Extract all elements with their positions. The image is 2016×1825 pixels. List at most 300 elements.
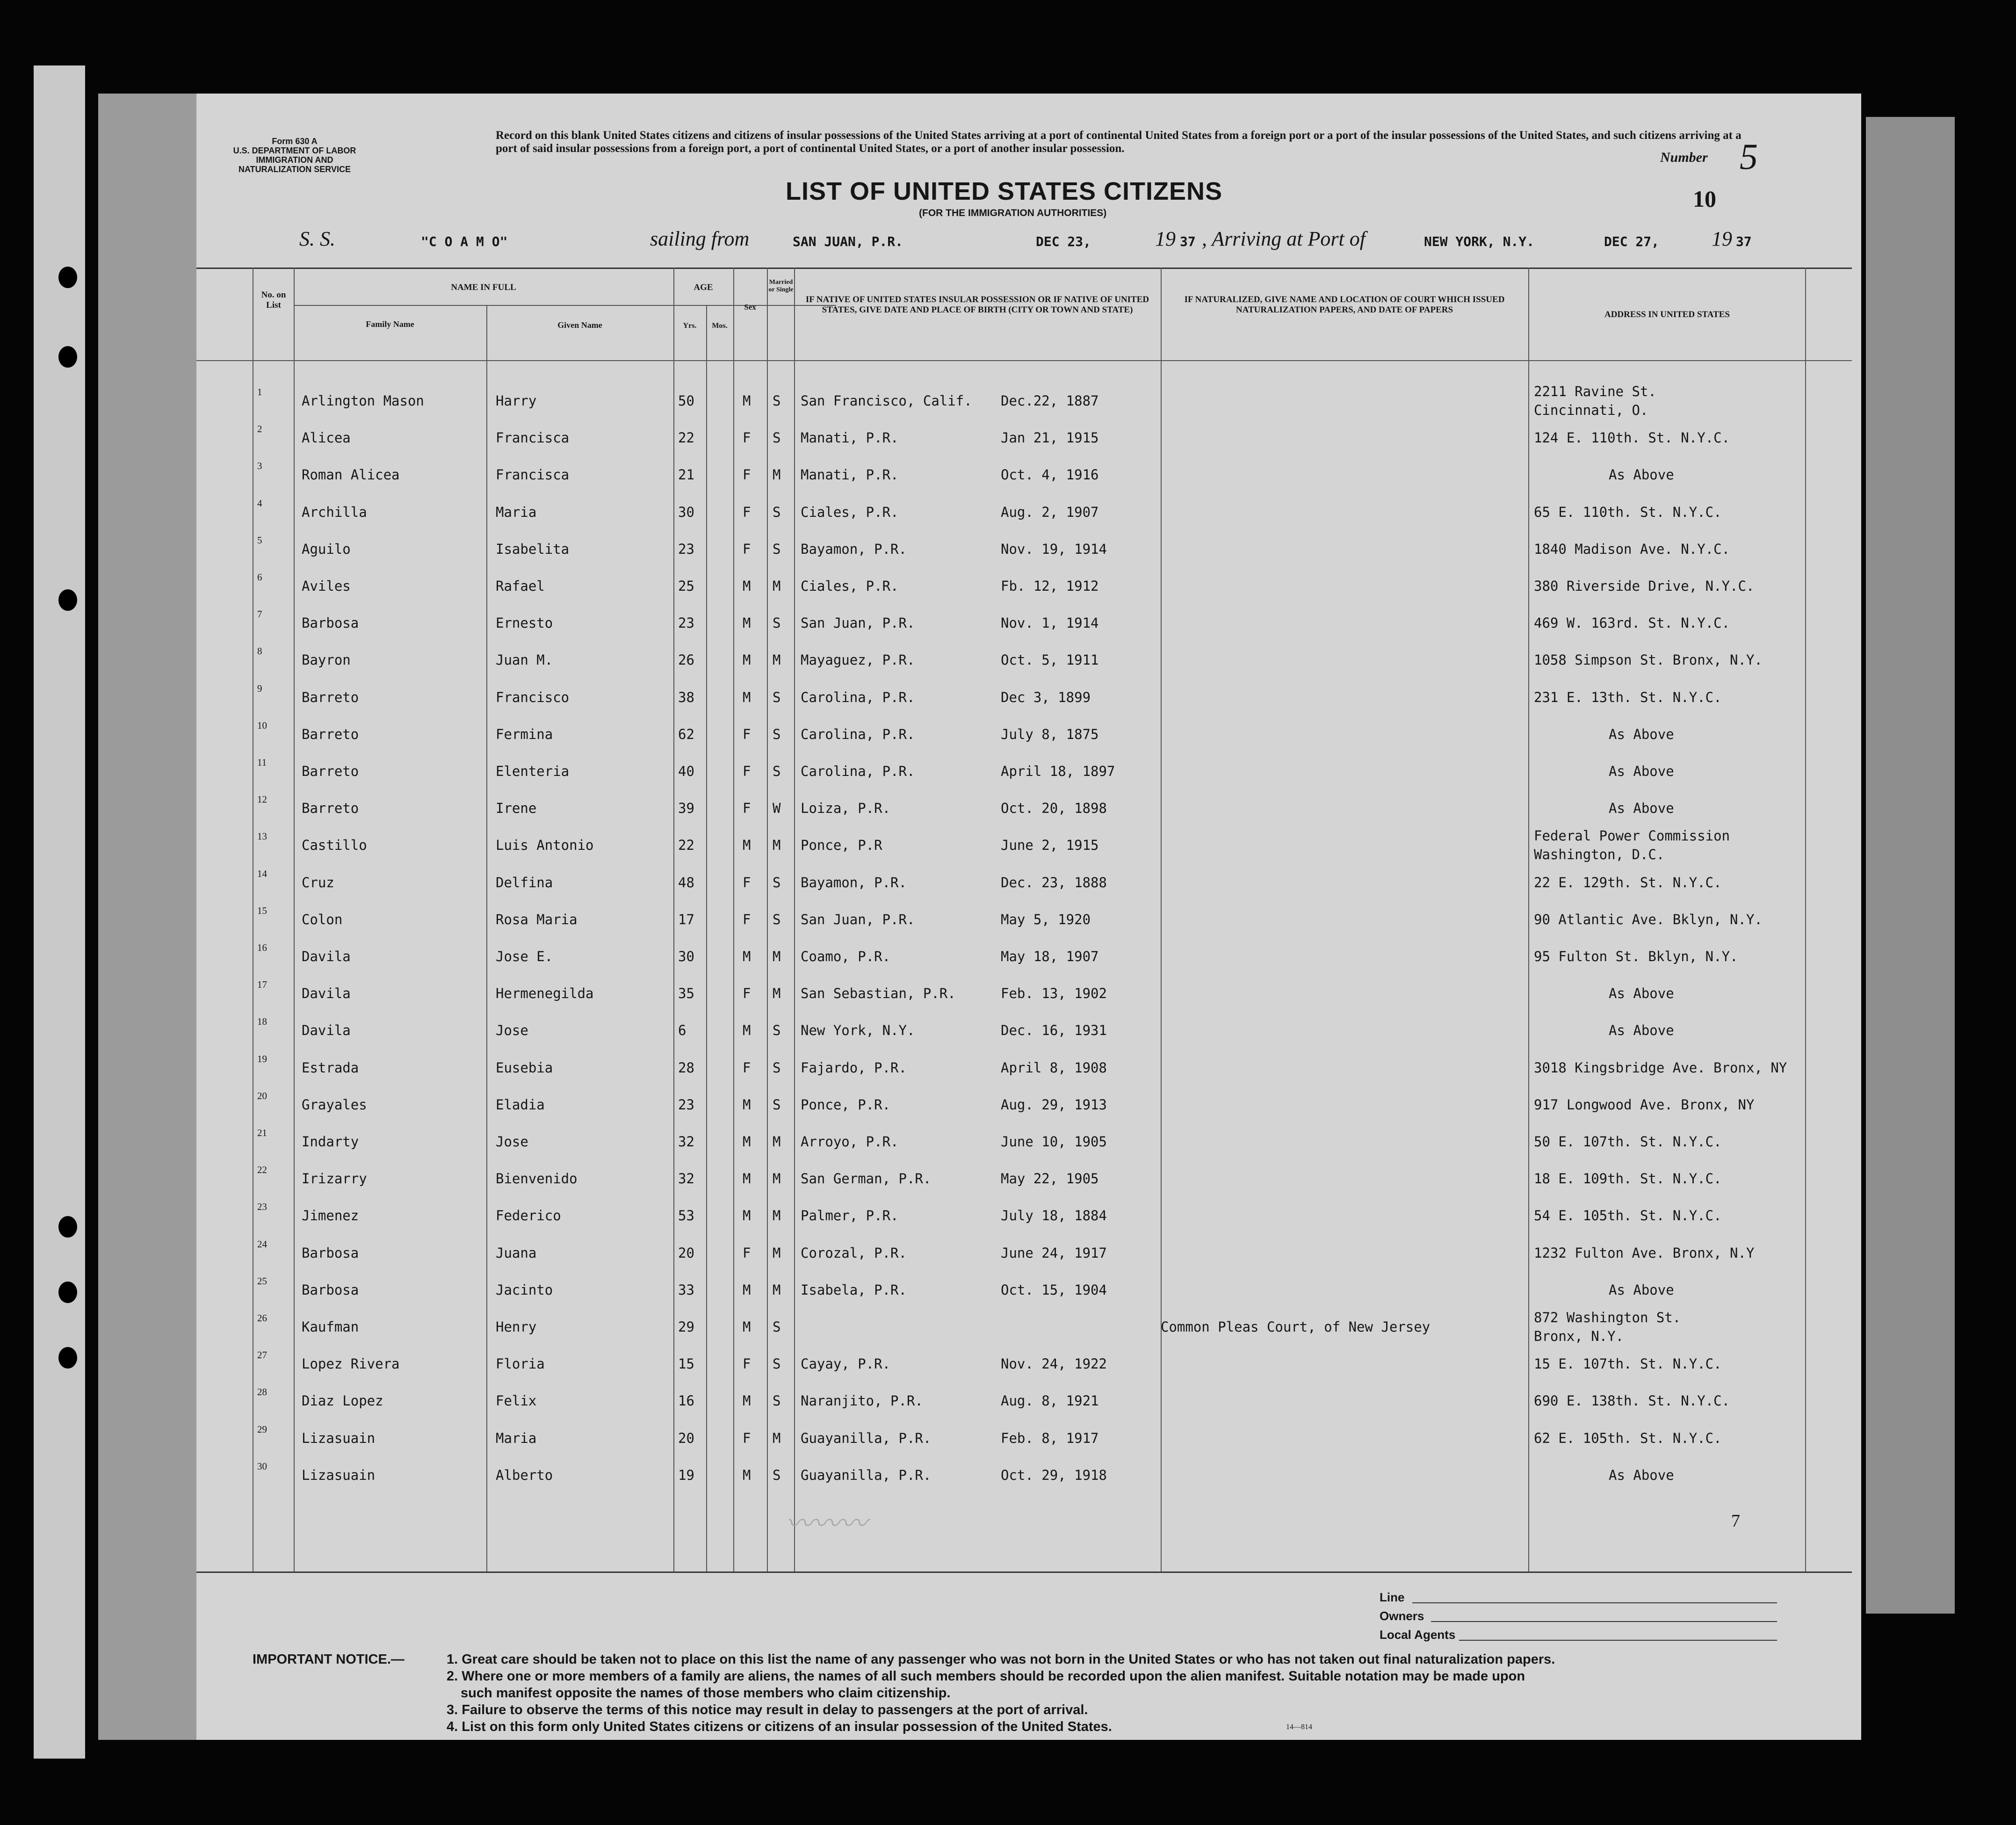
age-years: 30	[678, 504, 694, 520]
notice-item-4: 4. List on this form only United States citizens or citizens of an insular possession of the United States.	[447, 1719, 1112, 1734]
row-number: 28	[257, 1386, 267, 1398]
birth-place: Palmer, P.R.	[801, 1208, 899, 1224]
age-years: 32	[678, 1134, 694, 1150]
birth-date: April 8, 1908	[1001, 1059, 1107, 1076]
address-line-1: Federal Power Commission	[1534, 828, 1730, 844]
marital-status: S	[773, 726, 781, 742]
age-years: 33	[678, 1282, 694, 1298]
row-number: 25	[257, 1275, 267, 1287]
col-header-no: No. on List	[261, 290, 286, 310]
family-name: Diaz Lopez	[302, 1393, 383, 1409]
birth-date: May 5, 1920	[1001, 911, 1091, 927]
punch-hole	[58, 1347, 77, 1369]
address-line-1: 15 E. 107th. St. N.Y.C.	[1534, 1356, 1722, 1372]
age-years: 50	[678, 393, 694, 409]
header-bottom-border	[196, 360, 1852, 361]
birth-date: Oct. 29, 1918	[1001, 1467, 1107, 1483]
birth-date: Oct. 5, 1911	[1001, 652, 1099, 668]
col-divider	[294, 268, 295, 1572]
birth-place: Carolina, P.R.	[801, 726, 915, 742]
family-name: Irizarry	[302, 1171, 367, 1187]
notice-item-2: 2. Where one or more members of a family are aliens, the names of all such members should be recorded upon the alien manifest. Suitable notation may be made upon	[447, 1669, 1525, 1684]
family-name: Indarty	[302, 1134, 359, 1150]
birth-date: Dec. 23, 1888	[1001, 874, 1107, 891]
sex: M	[743, 393, 751, 409]
punch-hole	[58, 267, 77, 288]
address-line-1: 95 Fulton St. Bklyn, N.Y.	[1534, 949, 1738, 964]
sex: M	[743, 578, 751, 594]
sex: M	[743, 1282, 751, 1298]
birth-date: July 18, 1884	[1001, 1208, 1107, 1224]
address-line-1: 62 E. 105th. St. N.Y.C.	[1534, 1430, 1722, 1446]
address-line-1: As Above	[1609, 1282, 1674, 1298]
address-line-1: 54 E. 105th. St. N.Y.C.	[1534, 1208, 1722, 1224]
row-number: 5	[257, 534, 262, 546]
given-name: Elenteria	[496, 763, 570, 779]
birth-place: Guayanilla, P.R.	[801, 1467, 932, 1483]
marital-status: M	[773, 1208, 781, 1224]
birth-place: Naranjito, P.R.	[801, 1393, 923, 1409]
birth-date: Aug. 8, 1921	[1001, 1393, 1099, 1409]
given-name: Alberto	[496, 1467, 553, 1483]
row-number: 12	[257, 794, 267, 805]
marital-status: S	[773, 1356, 781, 1372]
notice-item-3: 3. Failure to observe the terms of this notice may result in delay to passengers at the port of arrival.	[447, 1702, 1088, 1717]
age-years: 32	[678, 1171, 694, 1187]
address-line-1: 872 Washington St.	[1534, 1310, 1681, 1325]
birth-place: New York, N.Y.	[801, 1022, 915, 1039]
birth-date: Nov. 1, 1914	[1001, 615, 1099, 631]
given-name: Francisco	[496, 689, 570, 705]
address-line-1: 90 Atlantic Ave. Bklyn, N.Y.	[1534, 911, 1763, 927]
age-years: 26	[678, 652, 694, 668]
binder-margin	[98, 94, 196, 1740]
page-subtitle: (FOR THE IMMIGRATION AUTHORITIES)	[919, 208, 1107, 218]
notice-item-1: 1. Great care should be taken not to place on this list the name of any passenger who was not born in the United States or who has not taken out final naturalization papers.	[447, 1652, 1555, 1667]
line-label: Line	[1380, 1590, 1405, 1604]
birth-date: Aug. 2, 1907	[1001, 504, 1099, 520]
marital-status: M	[773, 1171, 781, 1187]
family-name: Davila	[302, 949, 351, 964]
birth-place: Manati, P.R.	[801, 430, 899, 446]
given-name: Eladia	[496, 1096, 545, 1113]
number-value: 5	[1740, 136, 1758, 177]
family-name: Bayron	[302, 652, 351, 668]
birth-place: Carolina, P.R.	[801, 763, 915, 779]
family-name: Barbosa	[302, 1245, 359, 1261]
family-name: Aguilo	[302, 541, 351, 557]
family-name: Arlington Mason	[302, 393, 424, 409]
address-line-1: 18 E. 109th. St. N.Y.C.	[1534, 1171, 1722, 1187]
age-years: 22	[678, 430, 694, 446]
birth-date: Fb. 12, 1912	[1001, 578, 1099, 594]
birth-date: Oct. 4, 1916	[1001, 467, 1099, 483]
family-name: Barreto	[302, 800, 359, 817]
arrival-year: 37	[1736, 234, 1752, 249]
col-header-sex: Sex	[744, 303, 756, 311]
given-name: Francisca	[496, 467, 570, 483]
row-number: 13	[257, 831, 267, 842]
notice-title: IMPORTANT NOTICE.—	[253, 1652, 405, 1667]
marital-status: S	[773, 763, 781, 779]
age-years: 23	[678, 615, 694, 631]
marital-status: M	[773, 652, 781, 668]
birth-place: San Sebastian, P.R.	[801, 985, 956, 1002]
family-name: Lopez Rivera	[302, 1356, 400, 1372]
row-number: 23	[257, 1201, 267, 1213]
right-scan-strip	[1866, 117, 1955, 1614]
address-line-1: As Above	[1609, 800, 1674, 817]
address-line-1: As Above	[1609, 1022, 1674, 1039]
birth-date: Feb. 13, 1902	[1001, 985, 1107, 1002]
sex: M	[743, 615, 751, 631]
marital-status: S	[773, 615, 781, 631]
family-name: Kaufman	[302, 1319, 359, 1335]
given-name: Francisca	[496, 430, 570, 446]
row-number: 19	[257, 1053, 267, 1065]
given-name: Juan M.	[496, 652, 553, 668]
row-number: 9	[257, 682, 262, 694]
given-name: Jose E.	[496, 949, 553, 964]
marital-status: S	[773, 393, 781, 409]
address-line-2: Washington, D.C.	[1534, 847, 1665, 863]
form-code: 14—814	[1286, 1723, 1312, 1731]
col-divider	[486, 305, 487, 1572]
col-divider	[794, 268, 795, 1572]
family-name: Davila	[302, 1022, 351, 1039]
family-name: Aviles	[302, 578, 351, 594]
punch-hole	[58, 1282, 77, 1303]
age-years: 21	[678, 467, 694, 483]
address-line-2: Cincinnati, O.	[1534, 402, 1648, 418]
row-number: 2	[257, 423, 262, 435]
family-name: Alicea	[302, 430, 351, 446]
arriving-label: , Arriving at Port of	[1202, 227, 1366, 250]
row-number: 16	[257, 942, 267, 953]
family-name: Davila	[302, 985, 351, 1002]
age-years: 19	[678, 1467, 694, 1483]
age-years: 20	[678, 1430, 694, 1446]
row-number: 6	[257, 572, 262, 583]
birth-place: Arroyo, P.R.	[801, 1134, 899, 1150]
col-header-address: ADDRESS IN UNITED STATES	[1604, 310, 1730, 319]
birth-date: Nov. 24, 1922	[1001, 1356, 1107, 1372]
given-name: Rosa Maria	[496, 911, 578, 927]
col-divider	[1528, 268, 1529, 1572]
address-line-1: 50 E. 107th. St. N.Y.C.	[1534, 1134, 1722, 1150]
form-header-block	[229, 137, 360, 174]
col-header-mos: Mos.	[712, 322, 728, 330]
birth-date: Dec 3, 1899	[1001, 689, 1091, 705]
record-note: Record on this blank United States citizens and citizens of insular possessions of the United States arriving at a port of continental United States from a foreign port or a port of the insular possessions of the United States, and such citizens arriving at a port of said insular possessions from a foreign port, a port of continental United States, or a port of another insular possession.	[496, 129, 1741, 155]
marital-status: M	[773, 985, 781, 1002]
family-name: Barbosa	[302, 615, 359, 631]
page-mark: 10	[1693, 186, 1716, 212]
age-years: 22	[678, 837, 694, 854]
owners-rule	[1431, 1621, 1777, 1622]
family-name: Jimenez	[302, 1208, 359, 1224]
row-number: 11	[257, 757, 267, 768]
sex: F	[743, 911, 751, 927]
owners-label: Owners	[1380, 1609, 1424, 1623]
row-number: 14	[257, 868, 267, 879]
ss-label: S. S.	[299, 227, 335, 250]
row-number: 20	[257, 1090, 267, 1101]
given-name: Federico	[496, 1208, 561, 1224]
age-years: 48	[678, 874, 694, 891]
birth-place: Corozal, P.R.	[801, 1245, 907, 1261]
birth-place: San Juan, P.R.	[801, 615, 915, 631]
family-name: Archilla	[302, 504, 367, 520]
birth-place: Loiza, P.R.	[801, 800, 891, 817]
given-name: Floria	[496, 1356, 545, 1372]
age-years: 16	[678, 1393, 694, 1409]
marital-status: M	[773, 1282, 781, 1298]
sex: M	[743, 1171, 751, 1187]
given-name: Bienvenido	[496, 1171, 578, 1187]
birth-date: Aug. 29, 1913	[1001, 1096, 1107, 1113]
given-name: Jose	[496, 1022, 528, 1039]
left-scan-strip	[34, 65, 85, 1759]
col-header-naturalized: IF NATURALIZED, GIVE NAME AND LOCATION OF COURT WHICH ISSUED NATURALIZATION PAPERS, AND DATE OF PAPERS	[1184, 295, 1505, 315]
notice-item-2-cont: such manifest opposite the names of those members who claim citizenship.	[461, 1686, 951, 1701]
address-line-1: As Above	[1609, 763, 1674, 779]
given-name: Maria	[496, 504, 537, 520]
row-number: 1	[257, 386, 262, 398]
marital-status: S	[773, 504, 781, 520]
col-header-name-in-full: NAME IN FULL	[451, 282, 516, 292]
address-line-1: 690 E. 138th. St. N.Y.C.	[1534, 1393, 1730, 1409]
age-years: 15	[678, 1356, 694, 1372]
birth-date: June 10, 1905	[1001, 1134, 1107, 1150]
col-header-yrs: Yrs.	[683, 322, 697, 330]
marital-status: S	[773, 1096, 781, 1113]
marital-status: S	[773, 689, 781, 705]
marital-status: S	[773, 1022, 781, 1039]
sex: F	[743, 430, 751, 446]
marital-status: M	[773, 578, 781, 594]
sex: F	[743, 800, 751, 817]
marital-status: S	[773, 541, 781, 557]
address-line-1: As Above	[1609, 1467, 1674, 1483]
agents-label: Local Agents	[1380, 1628, 1456, 1642]
marital-status: S	[773, 1059, 781, 1076]
sex: F	[743, 1356, 751, 1372]
sex: M	[743, 1467, 751, 1483]
col-header-married: Married or Single	[768, 279, 794, 293]
birth-place: Ponce, P.R	[801, 837, 882, 854]
birth-date: Oct. 20, 1898	[1001, 800, 1107, 817]
sex: F	[743, 874, 751, 891]
given-name: Fermina	[496, 726, 553, 742]
sex: F	[743, 985, 751, 1002]
naturalization-court: Common Pleas Court, of New Jersey	[1161, 1319, 1431, 1335]
page-title: LIST OF UNITED STATES CITIZENS	[786, 177, 1222, 205]
row-number: 26	[257, 1312, 267, 1324]
sex: M	[743, 837, 751, 854]
address-line-1: 22 E. 129th. St. N.Y.C.	[1534, 874, 1722, 891]
birth-date: Nov. 19, 1914	[1001, 541, 1107, 557]
birth-place: Guayanilla, P.R.	[801, 1430, 932, 1446]
sex: M	[743, 1022, 751, 1039]
marital-status: S	[773, 430, 781, 446]
age-years: 40	[678, 763, 694, 779]
birth-place: Bayamon, P.R.	[801, 874, 907, 891]
sex: M	[743, 1096, 751, 1113]
address-line-1: 917 Longwood Ave. Bronx, NY	[1534, 1096, 1755, 1113]
marital-status: S	[773, 911, 781, 927]
age-years: 23	[678, 1096, 694, 1113]
address-line-1: 469 W. 163rd. St. N.Y.C.	[1534, 615, 1730, 631]
line-rule	[1412, 1602, 1777, 1603]
birth-date: June 2, 1915	[1001, 837, 1099, 854]
form-id: Form 630 A	[272, 137, 318, 146]
row-number: 22	[257, 1164, 267, 1176]
birth-place: Coamo, P.R.	[801, 949, 891, 964]
row-number: 29	[257, 1423, 267, 1435]
sex: F	[743, 763, 751, 779]
address-line-1: 2211 Ravine St.	[1534, 384, 1656, 399]
marital-status: M	[773, 949, 781, 964]
row-number: 30	[257, 1460, 267, 1472]
family-name: Grayales	[302, 1096, 367, 1113]
given-name: Maria	[496, 1430, 537, 1446]
birth-date: May 18, 1907	[1001, 949, 1099, 964]
birth-date: June 24, 1917	[1001, 1245, 1107, 1261]
marital-status: S	[773, 1467, 781, 1483]
row-number: 21	[257, 1127, 267, 1138]
marital-status: M	[773, 1430, 781, 1446]
col-header-given: Given Name	[557, 320, 602, 330]
marital-status: M	[773, 467, 781, 483]
address-line-2: Bronx, N.Y.	[1534, 1328, 1624, 1344]
given-name: Juana	[496, 1245, 537, 1261]
given-name: Hermenegilda	[496, 985, 594, 1002]
birth-date: Dec.22, 1887	[1001, 393, 1099, 409]
marital-status: W	[773, 800, 781, 817]
address-line-1: As Above	[1609, 726, 1674, 742]
given-name: Felix	[496, 1393, 537, 1409]
family-name: Colon	[302, 911, 343, 927]
birth-place: San German, P.R.	[801, 1171, 932, 1187]
family-name: Barbosa	[302, 1282, 359, 1298]
birth-date: Oct. 15, 1904	[1001, 1282, 1107, 1298]
department-name: U.S. DEPARTMENT OF LABOR	[233, 146, 356, 155]
departure-port: SAN JUAN, P.R.	[793, 234, 903, 249]
arrival-year-prefix: 19	[1712, 227, 1732, 250]
birth-place: Ciales, P.R.	[801, 504, 899, 520]
given-name: Harry	[496, 393, 537, 409]
sex: F	[743, 467, 751, 483]
birth-place: Mayaguez, P.R.	[801, 652, 915, 668]
sex: M	[743, 1319, 751, 1335]
given-name: Isabelita	[496, 541, 570, 557]
table-bottom-border	[196, 1572, 1852, 1573]
age-years: 38	[678, 689, 694, 705]
row-number: 8	[257, 645, 262, 657]
birth-date: July 8, 1875	[1001, 726, 1099, 742]
punch-hole	[58, 589, 77, 611]
address-line-1: 380 Riverside Drive, N.Y.C.	[1534, 578, 1755, 594]
given-name: Irene	[496, 800, 537, 817]
handwritten-annotation: 〰〰〰	[786, 1508, 867, 1539]
given-name: Delfina	[496, 874, 553, 891]
sex: M	[743, 1393, 751, 1409]
given-name: Eusebia	[496, 1059, 553, 1076]
col-divider	[706, 305, 707, 1572]
family-name: Barreto	[302, 726, 359, 742]
sex: M	[743, 949, 751, 964]
address-line-1: 1840 Madison Ave. N.Y.C.	[1534, 541, 1730, 557]
departure-year-prefix: 19	[1155, 227, 1176, 250]
age-years: 17	[678, 911, 694, 927]
service-line-1: IMMIGRATION AND	[256, 155, 333, 165]
age-years: 35	[678, 985, 694, 1002]
age-years: 25	[678, 578, 694, 594]
address-line-1: 1232 Fulton Ave. Bronx, N.Y	[1534, 1245, 1755, 1261]
departure-year: 37	[1180, 234, 1196, 249]
family-name: Estrada	[302, 1059, 359, 1076]
sex: F	[743, 1059, 751, 1076]
col-divider	[767, 268, 768, 1572]
given-name: Jacinto	[496, 1282, 553, 1298]
age-years: 6	[678, 1022, 686, 1039]
birth-place: Manati, P.R.	[801, 467, 899, 483]
col-divider	[1805, 268, 1806, 1572]
birth-place: Fajardo, P.R.	[801, 1059, 907, 1076]
birth-place: Ponce, P.R.	[801, 1096, 891, 1113]
sex: F	[743, 1245, 751, 1261]
age-years: 29	[678, 1319, 694, 1335]
agents-rule	[1459, 1640, 1777, 1641]
sex: F	[743, 504, 751, 520]
family-name: Barreto	[302, 689, 359, 705]
birth-place: Cayay, P.R.	[801, 1356, 891, 1372]
address-line-1: 65 E. 110th. St. N.Y.C.	[1534, 504, 1722, 520]
row-number: 18	[257, 1016, 267, 1028]
number-label: Number	[1660, 150, 1708, 165]
marital-status: M	[773, 837, 781, 854]
birth-place: San Juan, P.R.	[801, 911, 915, 927]
row-number: 3	[257, 460, 262, 472]
address-line-1: 124 E. 110th. St. N.Y.C.	[1534, 430, 1730, 446]
birth-date: Feb. 8, 1917	[1001, 1430, 1099, 1446]
marital-status: M	[773, 1245, 781, 1261]
punch-hole	[58, 1216, 77, 1238]
family-name: Cruz	[302, 874, 334, 891]
sex: M	[743, 652, 751, 668]
col-header-age: AGE	[694, 282, 713, 292]
birth-date: Dec. 16, 1931	[1001, 1022, 1107, 1039]
address-line-1: 3018 Kingsbridge Ave. Bronx, NY	[1534, 1059, 1787, 1076]
birth-place: Ciales, P.R.	[801, 578, 899, 594]
address-line-1: 231 E. 13th. St. N.Y.C.	[1534, 689, 1722, 705]
row-number: 17	[257, 979, 267, 991]
family-name: Lizasuain	[302, 1467, 376, 1483]
family-name: Roman Alicea	[302, 467, 400, 483]
family-name: Castillo	[302, 837, 367, 854]
birth-date: April 18, 1897	[1001, 763, 1115, 779]
margin-mark: 7	[1731, 1511, 1740, 1531]
age-years: 39	[678, 800, 694, 817]
arrival-port: NEW YORK, N.Y.	[1424, 234, 1535, 249]
family-name: Barreto	[302, 763, 359, 779]
given-name: Henry	[496, 1319, 537, 1335]
birth-date: Jan 21, 1915	[1001, 430, 1099, 446]
birth-date: May 22, 1905	[1001, 1171, 1099, 1187]
marital-status: S	[773, 874, 781, 891]
ship-name: "C O A M O"	[421, 234, 508, 249]
